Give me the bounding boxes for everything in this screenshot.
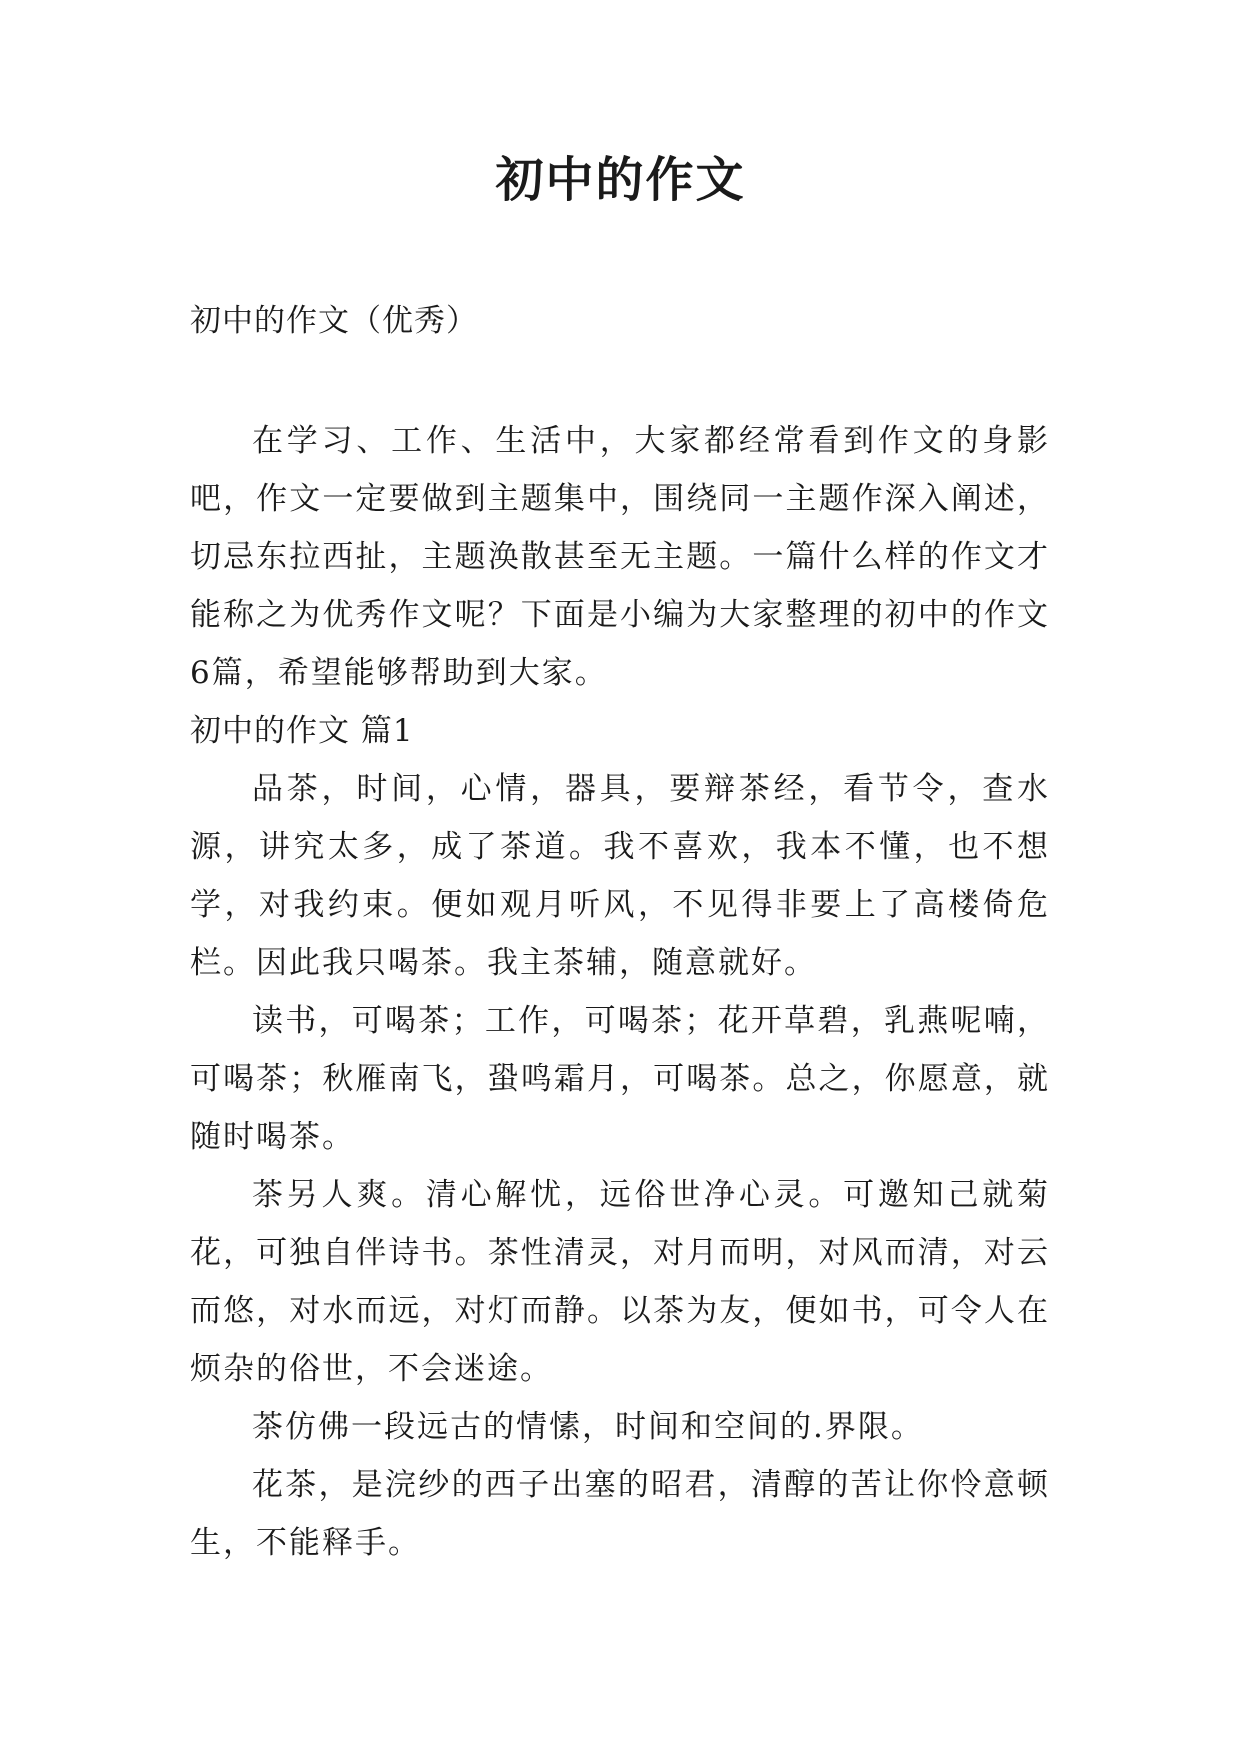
body-paragraph: 品茶，时间，心情，器具，要辩茶经，看节令，查水源，讲究太多，成了茶道。我不喜欢，我本不懂，也不想学，对我约束。便如观月听风，不见得非要上了高楼倚危栏。因此我只喝茶。我主茶辅，随意就好。 (190, 771, 1050, 981)
section-heading: 初中的作文 篇1 (190, 713, 414, 749)
document-title: 初中的作文 (495, 152, 746, 208)
body-paragraph: 花茶，是浣纱的西子出塞的昭君，清醇的苦让你怜意顿生，不能释手。 (190, 1467, 1050, 1561)
body-paragraph: 读书，可喝茶；工作，可喝茶；花开草碧，乳燕呢喃，可喝茶；秋雁南飞，蛩鸣霜月，可喝茶。总之，你愿意，就随时喝茶。 (190, 1003, 1050, 1155)
intro-paragraph: 在学习、工作、生活中，大家都经常看到作文的身影吧，作文一定要做到主题集中，围绕同一主题作深入阐述，切忌东拉西扯，主题涣散甚至无主题。一篇什么样的作文才能称之为优秀作文呢？下面是小编为大家整理的初中的作文6篇，希望能够帮助到大家。 (190, 423, 1050, 691)
document-body (190, 292, 1050, 1572)
body-paragraph: 茶另人爽。清心解忧，远俗世净心灵。可邀知己就菊花，可独自伴诗书。茶性清灵，对月而明，对风而清，对云而悠，对水而远，对灯而静。以茶为友，便如书，可令人在烦杂的俗世，不会迷途。 (190, 1177, 1050, 1387)
body-paragraph: 茶仿佛一段远古的情愫，时间和空间的.界限。 (252, 1409, 924, 1445)
document-subtitle: 初中的作文（优秀） (190, 303, 478, 339)
